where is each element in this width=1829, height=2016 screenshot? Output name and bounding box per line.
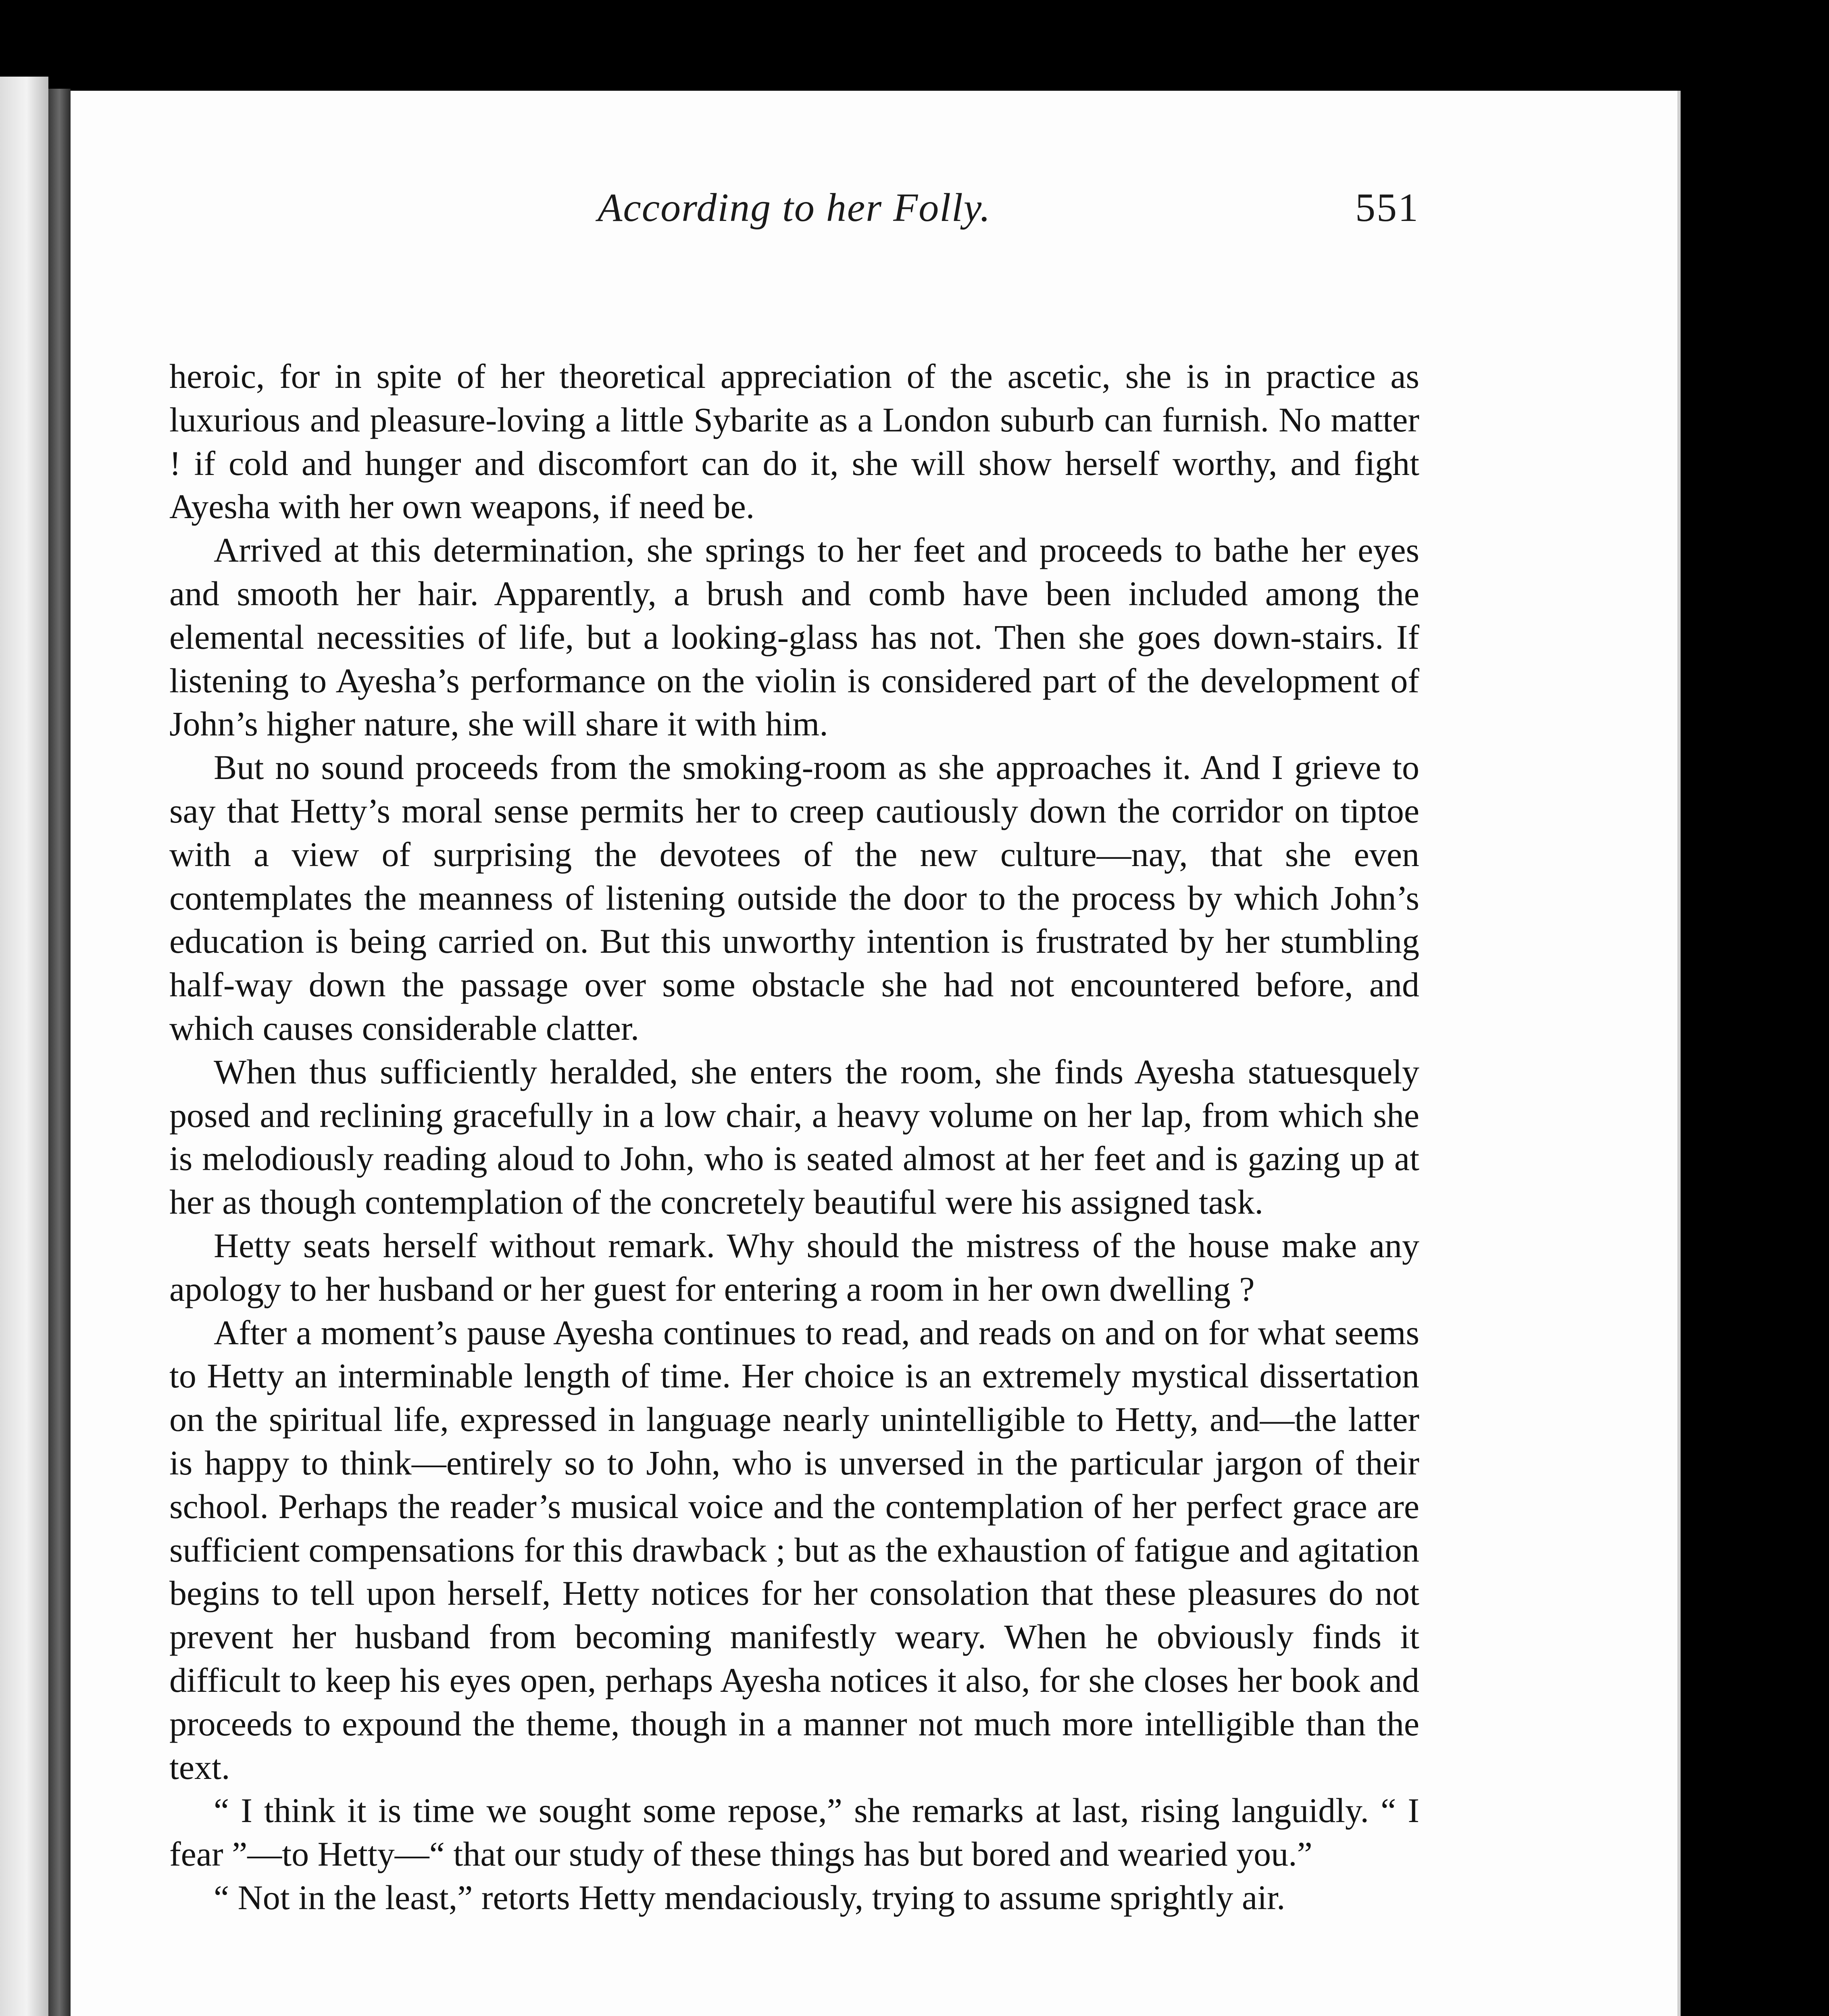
running-title: According to her Folly. [598,185,991,230]
paragraph: Hetty seats herself without remark. Why should the mistress of the house make any apology to her husband or her guest for entering a room in her own dwelling ? [169,1226,1419,1308]
page-edge [1677,91,1681,2016]
running-head [169,179,1419,236]
paragraph: But no sound proceeds from the smoking-room as she approaches it. And I grieve to say that Hetty’s moral sense permits her to creep cautiously down the corridor on tiptoe with a view of surprising the devotees of the new culture—nay, that she even contemplates the meanness of listening outside the door to the process by which John’s education is being carried on. But this unworthy intention is frustrated by her stumbling half-way down the passage over some obstacle she had not encountered before, and which causes considerable clatter. [169,748,1419,1048]
paragraph: Arrived at this determination, she springs to her feet and proceeds to bathe her eyes and smooth her hair. Apparently, a brush and comb have been included among the elemental necessities of life, but a looking-glass has not. Then she goes down-stairs. If listening to Ayesha’s performance on the violin is considered part of the development of John’s higher nature, she will share it with him. [169,531,1419,744]
body-text [169,355,1419,1920]
paragraph: “ I think it is time we sought some repose,” she remarks at last, rising languidly. “ I fear ”—to Hetty—“ that our study of these things has but bored and wearied you.” [169,1791,1419,1874]
book-spine-shadow [48,89,71,2016]
paragraph: heroic, for in spite of her theoretical appreciation of the ascetic, she is in practice as luxurious and pleasure-loving a little Sybarite as a London suburb can furnish. No matter ! if cold and hunger and discomfort can do it, she will show herself worthy, and fight Ayesha with her own weapons, if need be. [169,357,1419,526]
page-number: 551 [1355,185,1419,230]
paragraph: After a moment’s pause Ayesha continues to read, and reads on and on for what seems to Hetty an interminable length of time. Her choice is an extremely mystical dissertation on the spiritual life, expressed in language nearly unintelligible to Hetty, and—the latter is happy to think—entirely so to John, who is unversed in the particular jargon of their school. Perhaps the reader’s musical voice and the contemplation of her perfect grace are sufficient compensations for this drawback ; but as the exhaustion of fatigue and agitation begins to tell upon herself, Hetty notices for her consolation that these pleasures do not prevent her husband from becoming manifestly weary. When he obviously finds it difficult to keep his eyes open, perhaps Ayesha notices it also, for she closes her book and proceeds to expound the theme, though in a manner not much more intelligible than the text. [169,1313,1419,1787]
paragraph: When thus sufficiently heralded, she enters the room, she finds Ayesha statuesquely posed and reclining gracefully in a low chair, a heavy volume on her lap, from which she is melodiously reading aloud to John, who is seated almost at her feet and is gazing up at her as though contemplation of the concretely beautiful were his assigned task. [169,1052,1419,1222]
facing-page-edge [0,77,48,2016]
paragraph: “ Not in the least,” retorts Hetty mendaciously, trying to assume sprightly air. [214,1878,1285,1917]
